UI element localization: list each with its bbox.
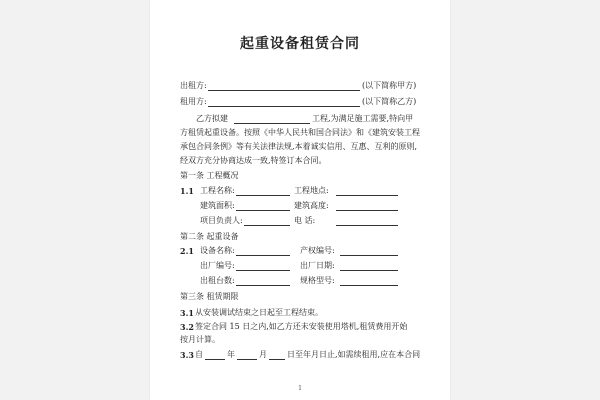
lessee-blank: [208, 106, 360, 107]
article2-heading: 第二条 起重设备: [180, 232, 239, 241]
lessor-label: 出租方:: [180, 81, 207, 90]
lessee-note: (以下简称乙方): [362, 97, 417, 106]
contract-page: [150, 0, 450, 400]
field-blank: [236, 255, 290, 256]
clause-3-2-text-line2: 按月计算。: [180, 335, 220, 344]
article1-heading: 第一条 工程概况: [180, 171, 239, 180]
lessor-note: (以下简称甲方): [362, 81, 417, 90]
lessor-blank: [208, 90, 360, 91]
clause-3-1-number: 3.1: [180, 308, 194, 318]
preamble-line-3: 承包合同条例》等有关法律法规,本着诚实信用、互惠、互利的原则,: [180, 142, 418, 151]
project-blank: [234, 123, 310, 124]
article1-row2-right: 建筑高度:: [294, 201, 329, 210]
article2-row1-right: 产权编号:: [300, 246, 335, 255]
article2-row1-left: 设备名称:: [200, 246, 235, 255]
clause-3-3-year: 年: [227, 350, 235, 359]
date-blank: [237, 359, 257, 360]
preamble-line-1b: 工程,为满足施工需要,特向甲: [312, 114, 414, 123]
page-title: 起重设备租赁合同: [240, 36, 360, 52]
field-blank: [340, 285, 398, 286]
article1-row2-left: 建筑面积:: [200, 201, 235, 210]
lessee-label: 租用方:: [180, 97, 207, 106]
field-blank: [336, 210, 398, 211]
preamble-line-4: 经双方充分协商达成一致,特签订本合同。: [180, 156, 327, 165]
field-blank: [336, 195, 398, 196]
clause-3-3-number: 3.3: [180, 350, 194, 360]
clause-3-1-text: 从安装调试结束之日起至工程结束。: [195, 308, 323, 317]
date-blank: [269, 359, 285, 360]
article1-row3-left: 项目负责人:: [200, 216, 243, 225]
page-number: 1: [298, 385, 302, 392]
field-blank: [336, 225, 398, 226]
article2-row3-right: 规格型号:: [300, 276, 335, 285]
article3-heading: 第三条 租赁期限: [180, 292, 239, 301]
article1-row1-left: 工程名称:: [200, 186, 235, 195]
article1-number: 1.1: [180, 186, 194, 196]
clause-3-3-rest: 日至年月日止,如需续租用,应在本合同: [287, 350, 421, 359]
article1-row1-right: 工程地点:: [294, 186, 329, 195]
clause-3-3-month: 月: [259, 350, 267, 359]
clause-3-2-text-line1: 签定合同 15 日之内,如乙方还未安装使用塔机,租赁费用开始: [195, 322, 408, 331]
article2-row2-left: 出厂编号:: [200, 261, 235, 270]
field-blank: [236, 195, 290, 196]
article2-row2-right: 出厂日期:: [300, 261, 335, 270]
clause-3-3-from: 自: [195, 350, 203, 359]
date-blank: [205, 359, 225, 360]
preamble-line-2: 方租赁起重设备。按照《中华人民共和国合同法》和《建筑安装工程: [180, 128, 420, 137]
field-blank: [244, 225, 290, 226]
clause-3-2-number: 3.2: [180, 322, 194, 332]
field-blank: [340, 270, 398, 271]
article2-number: 2.1: [180, 246, 194, 256]
field-blank: [236, 270, 290, 271]
field-blank: [236, 285, 290, 286]
field-blank: [236, 210, 290, 211]
article2-row3-left: 出租台数:: [200, 276, 235, 285]
article1-row3-right: 电 话:: [294, 216, 316, 225]
preamble-line-1a: 乙方拟建: [196, 114, 228, 123]
field-blank: [340, 255, 398, 256]
